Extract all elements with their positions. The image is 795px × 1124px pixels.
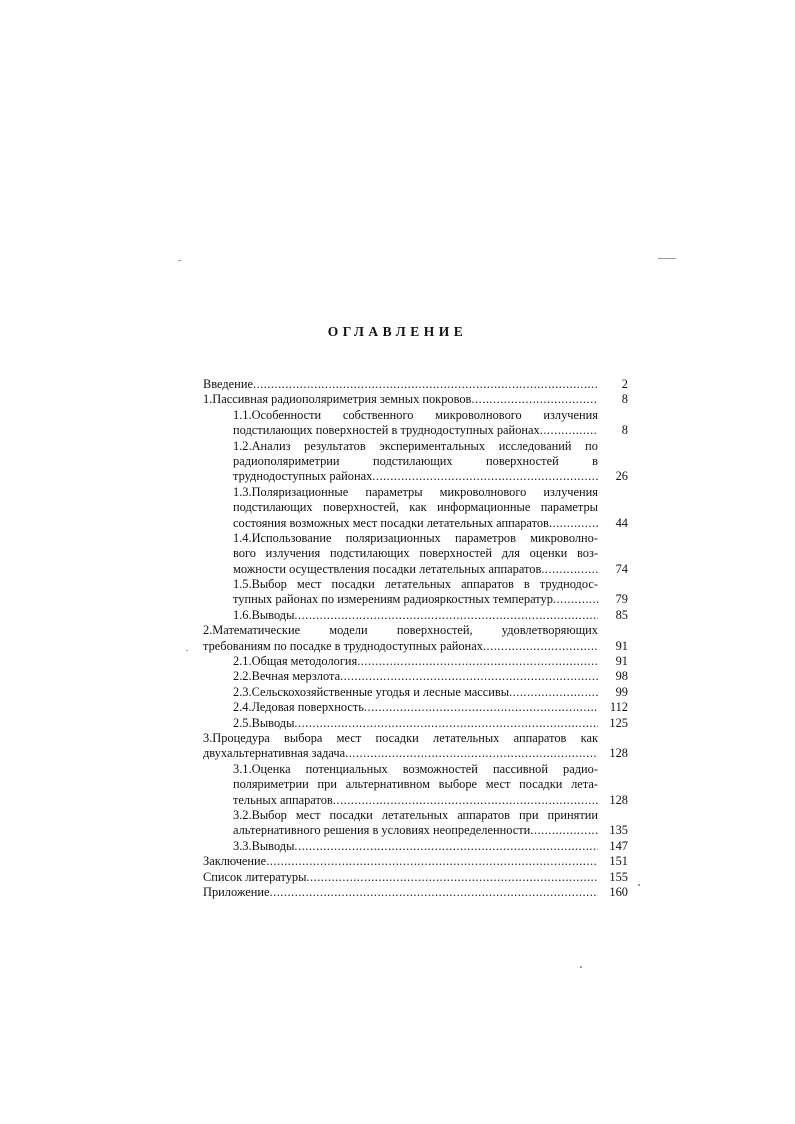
dot-leader: [540, 423, 598, 438]
toc-entry-text: можности осуществления посадки летательных аппаратов: [233, 561, 542, 576]
toc-page-number: 155: [609, 869, 628, 884]
toc-page-number: 85: [615, 607, 628, 622]
toc-entry[interactable]: [203, 654, 628, 669]
toc-entry[interactable]: [203, 700, 628, 715]
toc-entry-text: требованиям по посадке в труднодоступных районах: [203, 638, 483, 653]
toc-entry[interactable]: [203, 854, 628, 869]
toc-entry-text: 1.5.Выбор мест посадки летательных аппаратов в труднодос-: [233, 577, 598, 592]
toc-entry-text: альтернативного решения в условиях неопределенности: [233, 823, 531, 838]
toc-page-number: 26: [615, 469, 628, 484]
toc-entry-text: двухальтернативная задача: [203, 746, 346, 761]
toc-entry-text: радиополяриметрии подстилающих поверхностей в: [233, 453, 598, 468]
toc-page-number: 2: [621, 377, 628, 391]
toc-page-number: 44: [615, 515, 628, 530]
dot-leader: [345, 746, 598, 761]
toc-page-number: 135: [609, 823, 628, 838]
toc-entry-text: подстилающих поверхностей в труднодоступных районах: [233, 423, 540, 438]
toc-entry[interactable]: [203, 762, 628, 808]
dot-leader: [483, 639, 598, 654]
toc-entry-text: Список литературы: [203, 869, 307, 884]
toc-page-number: 147: [609, 838, 628, 853]
toc-entry-text: 1.Пассивная радиополяриметрия земных покровов: [203, 392, 472, 407]
dot-leader: [553, 592, 598, 607]
toc-page-number: 99: [615, 684, 628, 699]
toc-page-number: 91: [615, 654, 628, 669]
toc-entry-text: тупных районах по измерениям радиояркостных температур: [233, 592, 553, 607]
toc-entry[interactable]: [203, 485, 628, 531]
dot-leader: [549, 516, 598, 531]
toc-entry-text: труднодоступных районах: [233, 469, 373, 484]
toc-entry-text: 2.2.Вечная мерзлота: [233, 669, 341, 684]
toc-entry-text: Заключение: [203, 854, 267, 869]
toc-entry[interactable]: [203, 623, 628, 654]
toc-entry-text: Введение: [203, 377, 253, 391]
toc-page-number: 151: [609, 854, 628, 869]
toc-entry-text: вого излучения подстилающих поверхностей для оценки воз-: [233, 546, 598, 561]
dot-leader: [471, 392, 598, 407]
toc-entry-text: 1.4.Использование поляризационных параметров микроволно-: [233, 530, 598, 545]
toc-entry-text: подстилающих поверхностей, как информационные параметры: [233, 500, 598, 515]
toc-entry-text: 3.1.Оценка потенциальных возможностей пассивной радио-: [233, 761, 598, 776]
toc-entry[interactable]: [203, 377, 628, 392]
toc-page-number: 8: [621, 423, 628, 438]
dot-leader: [333, 793, 598, 808]
toc-entry[interactable]: [203, 608, 628, 623]
toc-entry[interactable]: [203, 439, 628, 485]
scan-speck: [638, 884, 640, 886]
toc-entry-text: 1.2.Анализ результатов экспериментальных исследований по: [233, 438, 598, 453]
toc-page-number: 74: [615, 561, 628, 576]
toc-page-number: 125: [609, 715, 628, 730]
dot-leader: [509, 685, 598, 700]
toc-entry-text: 2.3.Сельскохозяйственные угодья и лесные массивы: [233, 684, 510, 699]
dot-leader: [294, 608, 598, 623]
toc-entry[interactable]: [203, 577, 628, 608]
toc-entry[interactable]: [203, 716, 628, 731]
dot-leader: [372, 469, 598, 484]
toc-entry-text: 3.2.Выбор мест посадки летательных аппаратов при принятии: [233, 807, 598, 822]
dot-leader: [357, 654, 598, 669]
dot-leader: [340, 669, 598, 684]
toc-entry-text: Приложение: [203, 884, 270, 899]
toc-page-number: 8: [621, 392, 628, 407]
table-of-contents: [203, 377, 628, 900]
scan-speck: [186, 650, 188, 651]
toc-entry[interactable]: [203, 839, 628, 854]
toc-entry-text: состояния возможных мест посадки летательных аппаратов: [233, 515, 549, 530]
toc-entry-text: 1.1.Особенности собственного микроволнового излучения: [233, 407, 598, 422]
scan-speck: [580, 966, 582, 968]
dot-leader: [294, 839, 598, 854]
toc-entry-text: 2.4.Ледовая поверхность: [233, 700, 364, 715]
page-title: ОГЛАВЛЕНИЕ: [327, 324, 468, 339]
toc-entry-text: 2.Математические модели поверхностей, удовлетворяющих: [203, 623, 598, 638]
toc-entry[interactable]: [203, 808, 628, 839]
toc-page-number: 128: [609, 792, 628, 807]
scan-speck: [178, 260, 181, 261]
toc-entry-text: 1.3.Поляризационные параметры микроволнового излучения: [233, 484, 598, 499]
toc-entry-text: 3.Процедура выбора мест посадки летательных аппаратов как: [203, 730, 598, 745]
dot-leader: [266, 854, 598, 869]
toc-entry[interactable]: [203, 408, 628, 439]
toc-entry[interactable]: [203, 531, 628, 577]
toc-entry[interactable]: [203, 731, 628, 762]
toc-entry[interactable]: [203, 669, 628, 684]
toc-page-number: 79: [615, 592, 628, 607]
dot-leader: [294, 716, 598, 731]
dot-leader: [364, 700, 598, 715]
toc-entry[interactable]: [203, 885, 628, 900]
toc-entry-text: 3.3.Выводы: [233, 838, 295, 853]
toc-page-number: 91: [615, 638, 628, 653]
dot-leader: [306, 870, 598, 885]
toc-entry-text: 2.1.Общая методология: [233, 654, 358, 669]
toc-page-number: 98: [615, 669, 628, 684]
toc-entry[interactable]: [203, 392, 628, 407]
dot-leader: [541, 562, 598, 577]
toc-page-number: 128: [609, 746, 628, 761]
toc-entry-text: 1.6.Выводы: [233, 607, 295, 622]
toc-entry-text: 2.5.Выводы: [233, 715, 295, 730]
scan-speck: [658, 258, 676, 259]
toc-page-number: 160: [609, 884, 628, 899]
toc-entry-text: поляриметрии при альтернативном выборе мест посадки лета-: [233, 777, 598, 792]
toc-page-number: 112: [609, 700, 628, 715]
toc-entry[interactable]: [203, 870, 628, 885]
dot-leader: [253, 377, 598, 392]
dot-leader: [530, 823, 598, 838]
dot-leader: [270, 885, 598, 900]
toc-entry-text: тельных аппаратов: [233, 792, 333, 807]
toc-entry[interactable]: [203, 685, 628, 700]
